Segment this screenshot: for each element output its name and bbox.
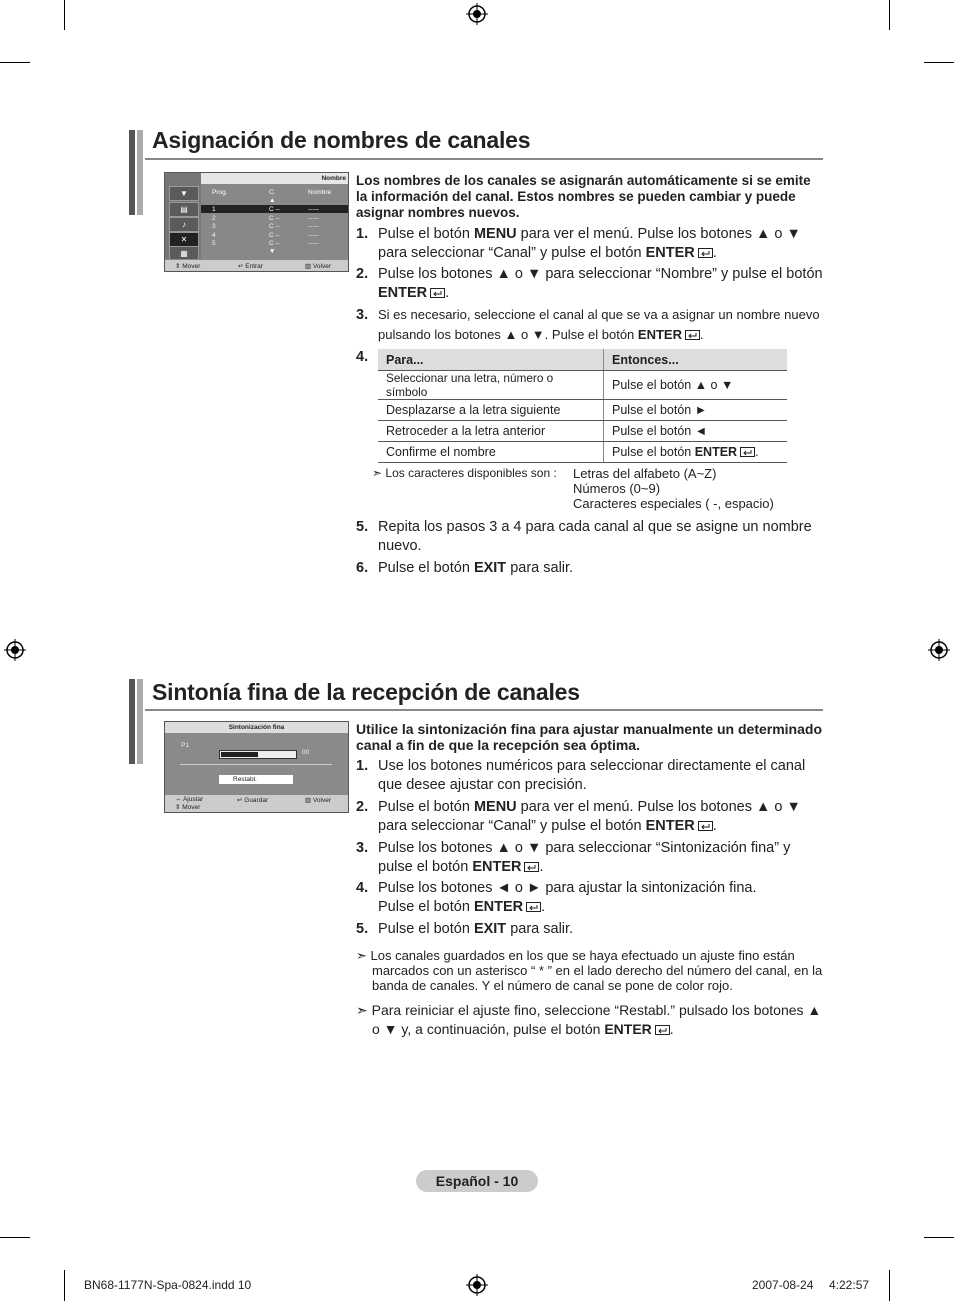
enter-icon	[526, 902, 541, 912]
footer-save: ↵ Guardar	[237, 797, 269, 804]
fine-tune-note: ➣ Los canales guardados en los que se haya efectuado un ajuste fino están marcados con un asterisco “ * ” en el lado derecho del número del canal, en la banda de canales. Y el número de canal se pone de color rojo.	[356, 948, 823, 993]
footer-time: 4:22:57	[829, 1278, 870, 1292]
setup-icon: ▦	[169, 246, 199, 261]
enter-icon	[524, 862, 539, 872]
footer-adjust: ⇔ Ajustar	[175, 796, 204, 803]
enter-icon	[698, 821, 713, 831]
step-2: 2. Pulse el botón MENU para ver el menú. Pulse los botones ▲ o ▼ para seleccionar “Canal” y pulse el botón ENTER .	[356, 799, 801, 834]
screen-titlebar	[165, 722, 348, 733]
screen-title: Nombre	[321, 175, 346, 182]
tv-menu-name-screen	[164, 172, 349, 272]
antenna-icon: ▼	[169, 186, 199, 201]
col-c: C.	[269, 189, 276, 196]
registration-mark-icon	[4, 639, 26, 661]
table-cell: Desplazarse a la letra siguiente	[378, 400, 604, 421]
crop-mark	[0, 1237, 30, 1238]
divider	[180, 764, 332, 765]
crop-mark	[924, 62, 954, 63]
col-prog: Prog.	[212, 189, 228, 196]
crop-mark	[64, 1270, 65, 1301]
step-4: 4.	[356, 349, 369, 365]
section-bar	[137, 679, 143, 764]
table-row	[378, 371, 787, 400]
page-number-label: Español - 10	[416, 1170, 538, 1192]
footer-date: 2007-08-24	[752, 1278, 814, 1292]
enter-icon	[685, 330, 700, 340]
tune-value: 00	[302, 749, 310, 756]
step-3: 3. Si es necesario, seleccione el canal al que se va a asignar un nombre nuevo pulsando los botones ▲ o ▼. Pulse el botón ENTER .	[356, 307, 820, 342]
channel-row-prog: 2	[212, 214, 216, 222]
step-4: 4. Pulse los botones ◄ o ► para ajustar la sintonización fina. Pulse el botón ENTER .	[356, 880, 757, 915]
crop-mark	[0, 62, 30, 63]
up-arrow-icon: ▲	[269, 197, 276, 204]
registration-mark-icon	[928, 639, 950, 661]
reset-label: Restabl.	[233, 776, 257, 783]
fine-tune-bar	[219, 750, 297, 759]
reset-option	[219, 775, 293, 784]
section-bar	[129, 679, 135, 764]
channel-row-prog: 5	[212, 240, 216, 247]
enter-icon	[430, 288, 445, 298]
picture-icon: ▤	[169, 202, 199, 217]
section-rule	[145, 709, 823, 711]
step-6: 6. Pulse el botón EXIT para salir.	[356, 560, 574, 576]
table-header-row	[378, 349, 787, 371]
prog-label: P1	[181, 742, 189, 749]
section-title: Asignación de nombres de canales	[152, 127, 531, 153]
registration-mark-icon	[466, 1274, 488, 1296]
table-header: Para...	[378, 349, 604, 371]
enter-icon	[740, 447, 755, 457]
reset-note: ➣ Para reiniciar el ajuste fino, seleccione “Restabl.” pulsado los botones ▲ o ▼ y, a continuación, pulse el botón ENTER .	[356, 1002, 822, 1037]
sound-icon: ♪	[169, 217, 199, 232]
step-2: 2. Pulse los botones ▲ o ▼ para seleccionar “Nombre” y pulse el botón ENTER .	[356, 266, 823, 301]
step-1: 1. Pulse el botón MENU para ver el menú. Pulse los botones ▲ o ▼ para seleccionar “Canal” y pulse el botón ENTER .	[356, 226, 801, 261]
enter-icon	[698, 248, 713, 258]
step-5: 5. Pulse el botón EXIT para salir.	[356, 921, 574, 937]
enter-icon	[655, 1025, 670, 1035]
section-title: Sintonía fina de la recepción de canales	[152, 679, 580, 705]
channel-row-c: C --	[269, 231, 280, 239]
channel-row-c: C --	[269, 214, 280, 222]
table-cell: Retroceder a la letra anterior	[378, 421, 604, 442]
footer-move: ⇕ Mover	[175, 804, 201, 811]
registration-mark-icon	[466, 3, 488, 25]
section-bar	[129, 130, 135, 215]
channel-row-name: -----	[308, 214, 319, 222]
table-cell: Pulse el botón ►	[604, 400, 788, 421]
table-cell: Confirme el nombre	[378, 442, 604, 463]
screen-footer	[165, 259, 348, 271]
crop-mark	[889, 1270, 890, 1301]
step-3: 3. Pulse los botones ▲ o ▼ para seleccionar “Sintonización fina” y pulse el botón ENTER .	[356, 840, 791, 875]
channel-row-name: -----	[308, 240, 319, 247]
chars-note-item: Letras del alfabeto (A~Z)	[573, 466, 717, 481]
channel-row-name: -----	[308, 206, 319, 213]
footer-move: ⇕ Mover	[175, 263, 201, 270]
channel-row-c: C --	[269, 223, 280, 230]
section-bar	[137, 130, 143, 215]
table-cell: Seleccionar una letra, número o símbolo	[378, 371, 604, 400]
step-5: 5. Repita los pasos 3 a 4 para cada canal al que se asigne un nombre nuevo.	[356, 519, 812, 554]
screen-title: Sintonización fina	[228, 724, 285, 731]
channel-row-name: -----	[308, 223, 319, 230]
crop-mark	[924, 1237, 954, 1238]
channel-icon: ✕	[169, 232, 199, 247]
chars-note-item: Números (0~9)	[573, 481, 661, 496]
crop-mark	[64, 0, 65, 30]
channel-row-prog: 4	[212, 231, 216, 239]
options-table	[378, 349, 787, 463]
col-name: Nombre	[308, 189, 332, 196]
crop-mark	[889, 0, 890, 30]
down-arrow-icon: ▼	[269, 248, 276, 255]
menu-panel	[201, 184, 348, 260]
channel-row-c: C --	[269, 206, 280, 213]
section-intro: Utilice la sintonización fina para ajustar manualmente un determinado canal a fin de que la recepción sea óptima.	[356, 721, 822, 753]
screen-footer	[165, 794, 348, 812]
table-cell: Pulse el botón ▲ o ▼	[604, 371, 788, 400]
chars-note-item: Caracteres especiales ( -, espacio)	[573, 496, 774, 511]
footer-enter: ↵ Entrar	[238, 263, 263, 270]
section-intro: Los nombres de los canales se asignarán automáticamente si se emite la información del canal. Estos nombres se pueden cambiar y puede asignar nombres nuevos.	[356, 173, 811, 220]
tv-fine-tune-screen	[164, 721, 349, 813]
table-row	[378, 421, 787, 442]
channel-row-c: C --	[269, 240, 280, 247]
menu-sidebar	[165, 173, 201, 260]
step-1: 1. Use los botones numéricos para seleccionar directamente el canal que desee ajustar con precisión.	[356, 758, 806, 793]
fine-tune-fill	[221, 752, 258, 757]
channel-row-prog: 3	[212, 223, 216, 230]
footer-return: ▥ Volver	[305, 797, 332, 804]
footer-return: ▥ Volver	[305, 263, 332, 270]
table-row	[378, 400, 787, 421]
section-rule	[145, 158, 823, 160]
footer-filename: BN68-1177N-Spa-0824.indd 10	[84, 1278, 252, 1292]
channel-row-prog: 1	[212, 206, 216, 213]
table-cell: Pulse el botón ◄	[604, 421, 788, 442]
chars-note-label: ➣ Los caracteres disponibles son :	[372, 466, 557, 480]
table-header: Entonces...	[604, 349, 788, 371]
table-row	[378, 442, 787, 463]
channel-row-name: -----	[308, 231, 319, 239]
table-cell: Pulse el botón ENTER .	[604, 442, 788, 463]
